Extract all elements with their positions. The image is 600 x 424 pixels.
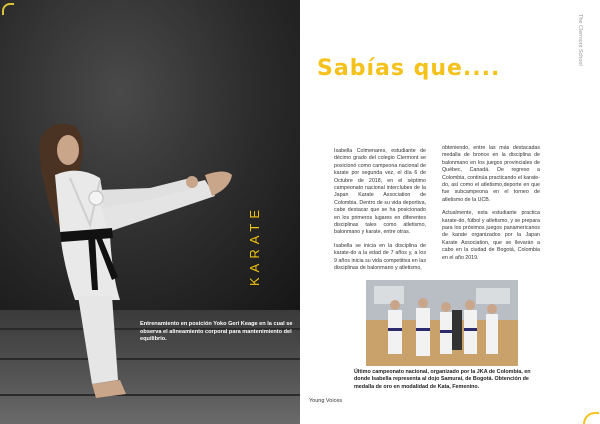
text-column-2 xyxy=(442,145,540,268)
competition-photo xyxy=(366,280,518,366)
paragraph: obteniendo, entre las más destacadas medalla de bronce en la disciplina de balonmano en los juegos provinciales de Québec, Canadá. De regreso a Colombia, continúa practicando el karate-do, así como el atletismo,deporte en que fue subcampeona en el torneo de atletismo de la UCB. xyxy=(442,145,540,203)
footer-section-label: Young Voices xyxy=(309,398,343,404)
article-title: Sabías que.... xyxy=(317,56,501,81)
karate-vertical-title: KARATE xyxy=(247,204,262,286)
paragraph: Isabella Colmenares, estudiante de décimo grado del colegio Clermont se posicionó como campeona nacional de karate por segunda vez, el día 6 de Octubre de 2018, en el séptimo campeonato nacional interclubes de la Japan Karate Association de Colombia. Dentro de su vida deportiva, cabe destacar que se ha posicionado en los primeros lugares en diferentes disciplinas tales como atletismo, balonmano y karate, entre otras. xyxy=(334,148,426,236)
competition-scene xyxy=(366,280,518,366)
photo-caption-right: Último campeonato nacional, organizado por la JKA de Colombia, en donde Isabella representa al dojo Samurai, de Bogotá. Obtención de medalla de oro en modalidad de Kata, Femenino. xyxy=(354,369,531,390)
right-page xyxy=(300,0,600,424)
paragraph: Actualmente, esta estudiante practica karate-do, fútbol y atletismo, y se prepara para los próximos juegos panamericanos de karate organizados por la Japan Karate Association, que se llevarán a cabo en la ciudad de Bogotá, Colombia en el año 2019. xyxy=(442,210,540,261)
text-column-1 xyxy=(334,148,426,279)
photo-caption-left: Entrenamiento en posición Yoko Geri Keage en la cual se observa el alineamiento corporal para mantenimiento del equilibrio. xyxy=(140,321,293,343)
side-running-label: The Clermont School xyxy=(577,14,583,66)
corner-mark xyxy=(2,3,14,15)
corner-bracket xyxy=(583,412,599,424)
paragraph: Isabella se inicia en la disciplina de karate-do a la edad de 7 años y, a los 9 años inicia su vida competitiva en las disciplinas de balonmano y atletismo, xyxy=(334,242,426,272)
